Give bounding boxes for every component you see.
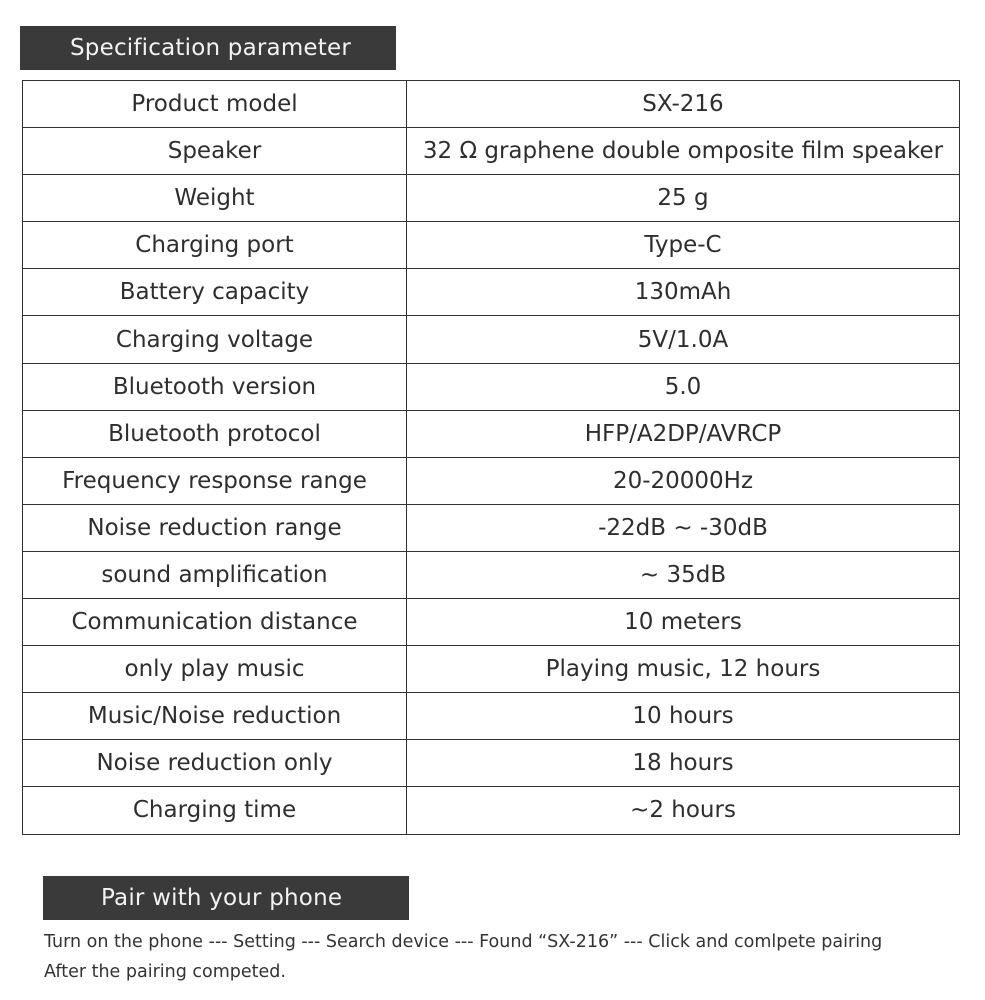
- table-row: [23, 740, 960, 787]
- spec-label: Bluetooth version: [23, 363, 407, 410]
- spec-label: Charging time: [23, 787, 407, 834]
- spec-value: 25 g: [407, 175, 960, 222]
- spec-label: Battery capacity: [23, 269, 407, 316]
- spec-value: 10 meters: [407, 599, 960, 646]
- spec-value: HFP/A2DP/AVRCP: [407, 410, 960, 457]
- pair-instructions-line-1: Turn on the phone --- Setting --- Search device --- Found “SX-216” --- Click and comlpete pairing: [44, 932, 883, 952]
- table-row: [23, 504, 960, 551]
- pair-section-title: Pair with your phone: [43, 876, 409, 920]
- spec-value: SX-216: [407, 81, 960, 128]
- spec-value: ~ 35dB: [407, 551, 960, 598]
- spec-label: Charging voltage: [23, 316, 407, 363]
- table-row: [23, 363, 960, 410]
- table-row: [23, 646, 960, 693]
- table-row: [23, 222, 960, 269]
- spec-label: Product model: [23, 81, 407, 128]
- table-row: [23, 175, 960, 222]
- table-row: [23, 787, 960, 834]
- table-row: [23, 81, 960, 128]
- table-row: [23, 269, 960, 316]
- spec-value: ~2 hours: [407, 787, 960, 834]
- spec-value: 130mAh: [407, 269, 960, 316]
- table-row: [23, 599, 960, 646]
- spec-value: Type-C: [407, 222, 960, 269]
- spec-label: Noise reduction range: [23, 504, 407, 551]
- pair-instructions-line-2: After the pairing competed.: [44, 962, 286, 982]
- spec-value: 10 hours: [407, 693, 960, 740]
- spec-label: sound amplification: [23, 551, 407, 598]
- spec-section-title: Specification parameter: [20, 26, 396, 70]
- spec-value: 5.0: [407, 363, 960, 410]
- spec-label: Charging port: [23, 222, 407, 269]
- spec-value: 18 hours: [407, 740, 960, 787]
- spec-value: Playing music, 12 hours: [407, 646, 960, 693]
- table-row: [23, 128, 960, 175]
- spec-table-body: [23, 81, 960, 835]
- spec-value: 20-20000Hz: [407, 457, 960, 504]
- spec-label: only play music: [23, 646, 407, 693]
- table-row: [23, 410, 960, 457]
- spec-value: 5V/1.0A: [407, 316, 960, 363]
- spec-label: Weight: [23, 175, 407, 222]
- spec-label: Noise reduction only: [23, 740, 407, 787]
- spec-label: Speaker: [23, 128, 407, 175]
- spec-value: 32 Ω graphene double omposite film speaker: [407, 128, 960, 175]
- spec-label: Communication distance: [23, 599, 407, 646]
- table-row: [23, 551, 960, 598]
- table-row: [23, 693, 960, 740]
- spec-value: -22dB ~ -30dB: [407, 504, 960, 551]
- spec-label: Bluetooth protocol: [23, 410, 407, 457]
- table-row: [23, 316, 960, 363]
- spec-table: [22, 80, 960, 835]
- spec-label: Frequency response range: [23, 457, 407, 504]
- spec-label: Music/Noise reduction: [23, 693, 407, 740]
- table-row: [23, 457, 960, 504]
